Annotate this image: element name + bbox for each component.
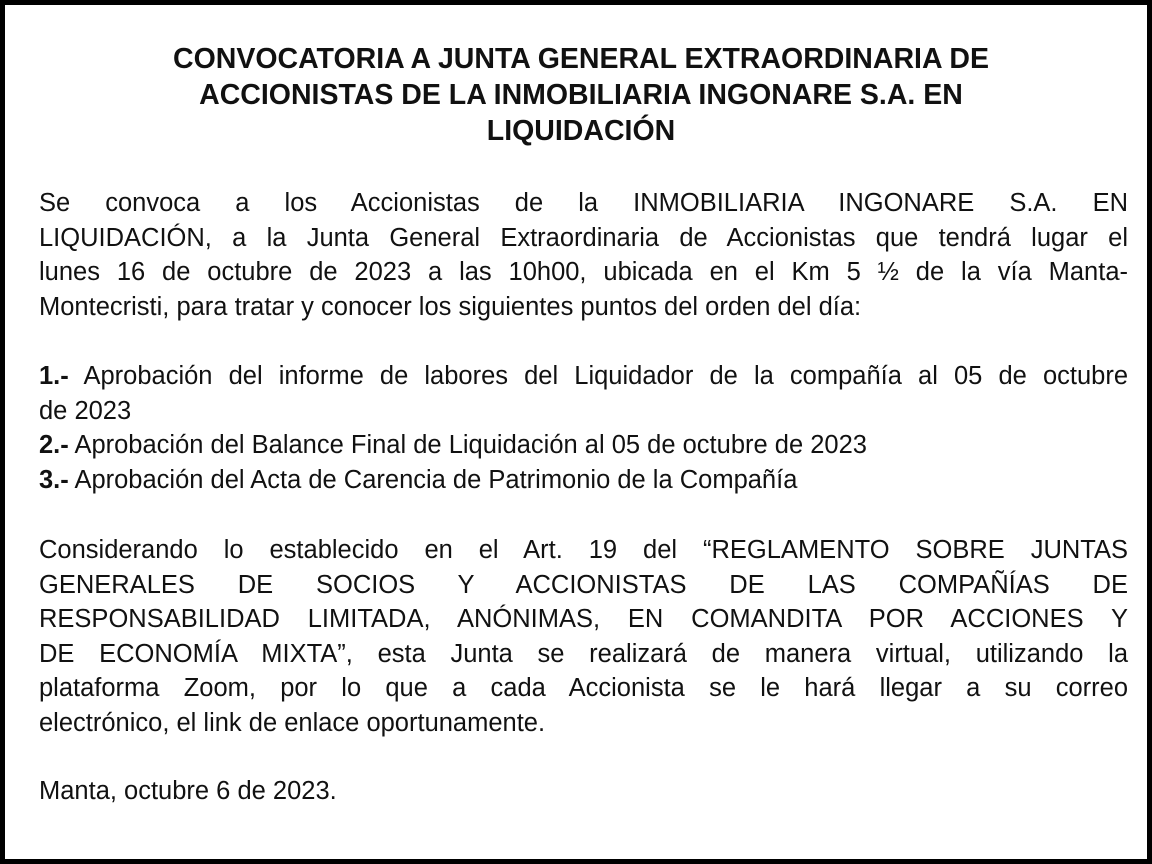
agenda-item <box>39 428 1128 463</box>
agenda-item-line <box>39 428 1128 463</box>
title-line: CONVOCATORIA A JUNTA GENERAL EXTRAORDINARIA DE <box>173 43 989 75</box>
agenda-item-text: Aprobación del informe de labores del Liquidador de la compañía al 05 de octubre <box>68 362 1128 390</box>
agenda-item-number: 1.- <box>39 362 69 390</box>
intro-line: LIQUIDACIÓN, a la Junta General Extraordinaria de Accionistas que tendrá lugar el <box>39 223 1128 252</box>
agenda-item-number: 2.- <box>39 431 69 460</box>
consideration-line: DE ECONOMÍA MIXTA”, esta Junta se realizará de manera virtual, utilizando la <box>39 639 1128 668</box>
agenda-item-line: de 2023 <box>39 396 132 425</box>
document-title <box>65 41 1097 149</box>
consideration-line: Considerando lo establecido en el Art. 19 del “REGLAMENTO SOBRE JUNTAS <box>39 536 1128 564</box>
title-line: LIQUIDACIÓN <box>486 115 676 147</box>
agenda-list <box>39 359 1128 497</box>
intro-line: Montecristi, para tratar y conocer los siguientes puntos del orden del día: <box>39 292 862 321</box>
closing-place-date: Manta, octubre 6 de 2023. <box>39 777 337 805</box>
agenda-item <box>39 463 1128 498</box>
agenda-item-number: 3.- <box>39 465 69 494</box>
intro-line: lunes 16 de octubre de 2023 a las 10h00, ubicada en el Km 5 ½ de la vía Manta- <box>39 258 1128 287</box>
consideration-line: RESPONSABILIDAD LIMITADA, ANÓNIMAS, EN COMANDITA POR ACCIONES Y <box>39 605 1128 634</box>
intro-paragraph <box>39 186 1128 324</box>
consideration-line: electrónico, el link de enlace oportunamente. <box>39 708 546 737</box>
agenda-item-line <box>39 463 1128 498</box>
agenda-item-text: Aprobación del Balance Final de Liquidación al 05 de octubre de 2023 <box>68 431 867 460</box>
consideration-line: GENERALES DE SOCIOS Y ACCIONISTAS DE LAS COMPAÑÍAS DE <box>39 570 1128 599</box>
agenda-item-text: Aprobación del Acta de Carencia de Patrimonio de la Compañía <box>68 465 798 494</box>
title-line: ACCIONISTAS DE LA INMOBILIARIA INGONARE S.A. EN <box>199 79 963 111</box>
agenda-item <box>39 359 1128 428</box>
intro-line: Se convoca a los Accionistas de la INMOBILIARIA INGONARE S.A. EN <box>39 189 1128 217</box>
consideration-line: plataforma Zoom, por lo que a cada Accionista se le hará llegar a su correo <box>39 674 1128 703</box>
agenda-item-line <box>39 359 1128 394</box>
consideration-paragraph <box>39 533 1128 741</box>
